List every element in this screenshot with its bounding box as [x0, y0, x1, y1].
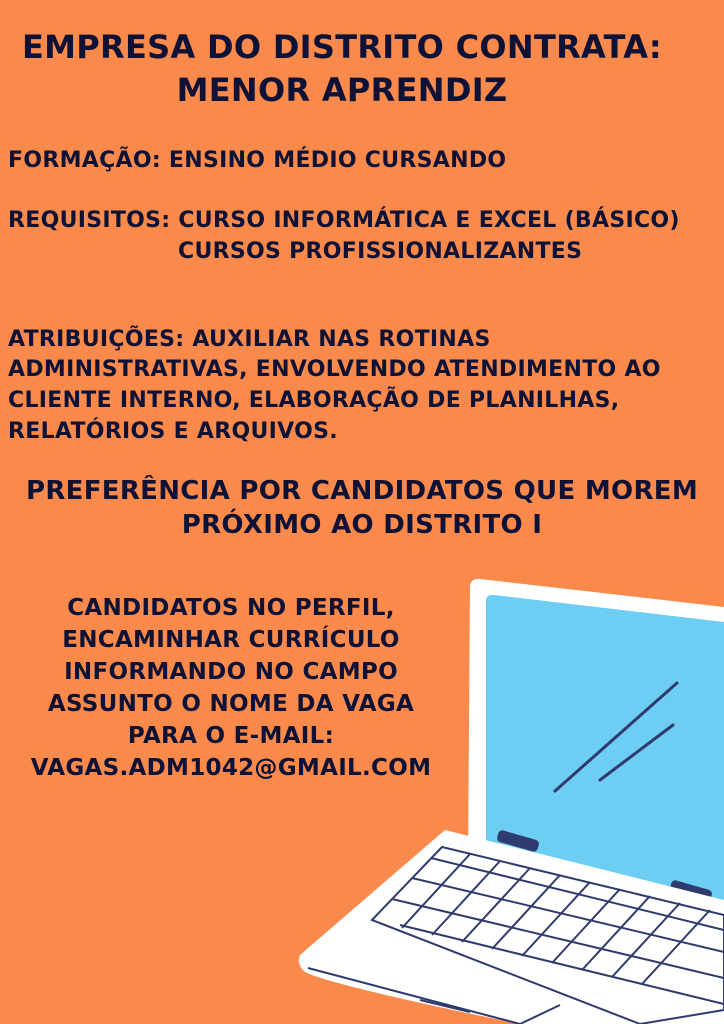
contact-line: ENCAMINHAR CURRÍCULO	[62, 627, 400, 653]
contact-line: PARA O E-MAIL:	[127, 723, 335, 749]
atribuicoes-line: RELATÓRIOS E ARQUIVOS.	[8, 419, 338, 444]
atribuicoes-line: ADMINISTRATIVAS, ENVOLVENDO ATENDIMENTO AO	[8, 357, 661, 382]
contact-instructions	[0, 592, 462, 784]
contact-line: CANDIDATOS NO PERFIL,	[67, 595, 395, 621]
page-title-line-1: EMPRESA DO DISTRITO CONTRATA:	[22, 28, 662, 66]
formacao-text: FORMAÇÃO: ENSINO MÉDIO CURSANDO	[8, 148, 507, 173]
atribuicoes-line: CLIENTE INTERNO, ELABORAÇÃO DE PLANILHAS,	[8, 388, 620, 413]
preferencia-line-2: PRÓXIMO AO DISTRITO I	[181, 510, 543, 540]
requisitos-line-1: REQUISITOS: CURSO INFORMÁTICA E EXCEL (BÁSICO)	[8, 208, 680, 233]
requisitos-line-2: CURSOS PROFISSIONALIZANTES	[178, 239, 583, 264]
preferencia-line-1: PREFERÊNCIA POR CANDIDATOS QUE MOREM	[25, 476, 699, 506]
contact-line: INFORMANDO NO CAMPO	[64, 659, 398, 685]
contact-line: ASSUNTO O NOME DA VAGA	[47, 691, 415, 717]
atribuicoes-line: ATRIBUIÇÕES: AUXILIAR NAS ROTINAS	[8, 327, 491, 352]
page-title-line-2: MENOR APRENDIZ	[176, 71, 508, 109]
contact-email[interactable]: VAGAS.ADM1042@GMAIL.COM	[30, 755, 432, 781]
